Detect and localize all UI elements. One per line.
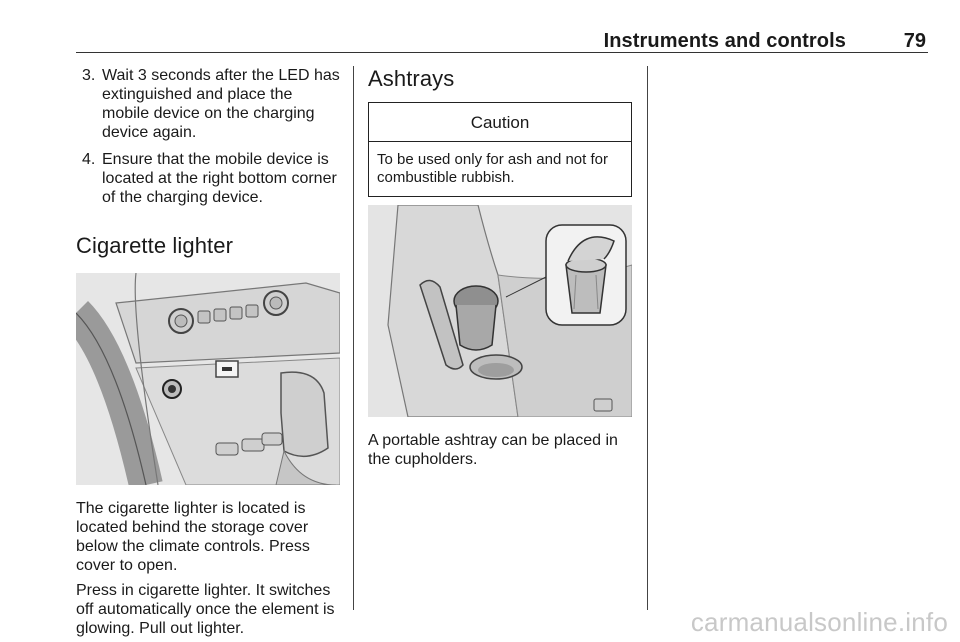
step-text: Wait 3 seconds after the LED has extinguished and place the mobile device on the charging device again. [102, 67, 340, 141]
middle-column [368, 66, 632, 612]
column-divider-left [353, 66, 354, 610]
cigarette-lighter-drawing [76, 273, 340, 485]
cigarette-lighter-paragraph-1: The cigarette lighter is located is located behind the storage cover below the climate controls. Press cover to open. [76, 500, 310, 574]
cigarette-lighter-illustration [76, 273, 340, 485]
section-title: Instruments and controls [603, 30, 846, 52]
cigarette-lighter-heading: Cigarette lighter [76, 233, 233, 258]
caution-box [368, 102, 632, 197]
caution-text: To be used only for ash and not for combustible rubbish. [377, 151, 608, 186]
step-number: 4. [82, 151, 96, 168]
ashtray-drawing [368, 205, 632, 417]
watermark-text: carmanualsonline.info [690, 607, 948, 637]
ashtray-paragraph: A portable ashtray can be placed in the cupholders. [368, 432, 618, 468]
list-item [76, 66, 340, 142]
column-divider-right [647, 66, 648, 610]
page-number: 79 [903, 30, 926, 52]
ashtray-illustration [368, 205, 632, 417]
page-header [76, 24, 928, 53]
step-number: 3. [82, 67, 96, 84]
step-list [76, 66, 340, 207]
caution-title: Caution [369, 103, 631, 142]
ashtrays-heading: Ashtrays [368, 66, 455, 91]
cigarette-lighter-paragraph-2: Press in cigarette lighter. It switches off automatically once the element is glowing. Pull out lighter. [76, 582, 335, 637]
step-text: Ensure that the mobile device is located at the right bottom corner of the charging device. [102, 151, 337, 206]
list-item [76, 150, 340, 207]
left-column [76, 66, 340, 637]
